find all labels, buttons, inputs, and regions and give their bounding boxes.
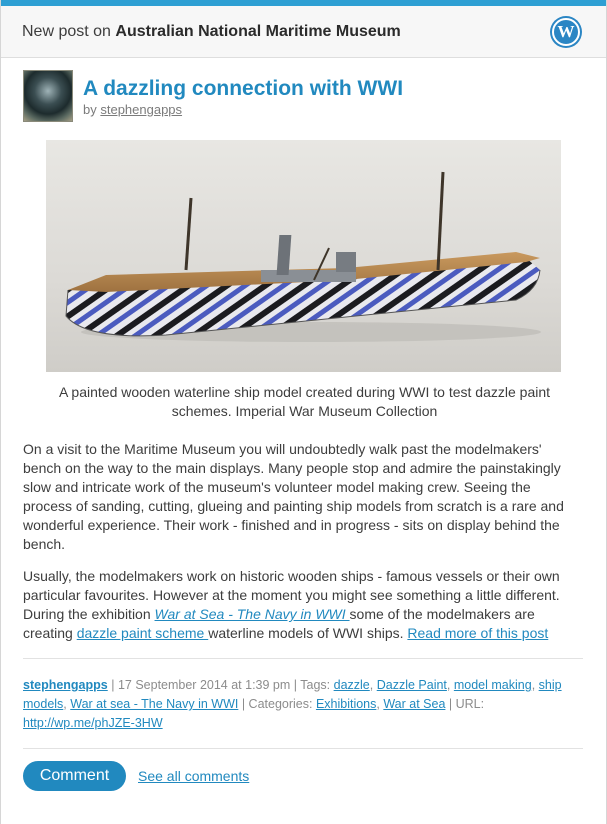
meta-sep-1: |	[107, 678, 118, 692]
site-name[interactable]: Australian National Maritime Museum	[115, 22, 401, 40]
dazzle-paint-scheme-link[interactable]: dazzle paint scheme	[76, 625, 209, 641]
paragraph-2-text-a: Usually, the modelmakers work on historic wooden ships - famous vessels or their own particular favourites. However at the moment you might see something a little different. During the exhibition	[23, 568, 560, 622]
meta-url-label: | URL:	[445, 697, 485, 711]
wordpress-logo-icon[interactable]	[550, 16, 582, 48]
tag-link[interactable]: War at sea - The Navy in WWI	[70, 697, 239, 711]
tag-sep: ,	[531, 678, 539, 692]
tag-link[interactable]: ship models	[23, 678, 562, 711]
post-header	[23, 70, 403, 122]
wordpress-logo-letter: W	[552, 18, 580, 46]
image-caption: A painted wooden waterline ship model created during WWI to test dazzle paint schemes. Imperial War Museum Collection	[58, 384, 551, 419]
read-more-link[interactable]: Read more of this post	[407, 625, 549, 641]
exhibition-link[interactable]: War at Sea - The Navy in WWI	[154, 606, 350, 622]
paragraph-1: On a visit to the Maritime Museum you will undoubtedly walk past the modelmakers' bench on the way to the main displays. Many people stop and admire the painstakingly slow and intricate work of the museum's volunteer model making crew. Seeing the process of sanding, cutting, glueing and painting ship models from scratch is a rare and wonderful experience. Their work - finished and in progress - sits on display behind the bench.	[23, 441, 564, 552]
meta-categories-label: | Categories:	[238, 697, 316, 711]
paragraph-2-text-c: waterline models of WWI ships.	[208, 625, 408, 641]
tag-sep: ,	[446, 678, 454, 692]
category-sep: ,	[376, 697, 384, 711]
header-prefix: New post on	[22, 22, 111, 40]
meta-author-link[interactable]: stephengapps	[23, 678, 108, 692]
meta-date: 17 September 2014 at 1:39 pm	[117, 678, 291, 692]
author-link[interactable]: stephengapps	[100, 102, 183, 117]
see-all-comments-link[interactable]: See all comments	[138, 768, 250, 784]
tag-link[interactable]: model making	[453, 678, 532, 692]
title-block	[83, 70, 403, 122]
comment-button[interactable]: Comment	[23, 761, 126, 791]
post-meta	[23, 676, 583, 733]
short-url-link[interactable]: http://wp.me/phJZE-3HW	[23, 716, 163, 730]
paragraph-2	[23, 567, 583, 643]
ship-model-image[interactable]	[46, 140, 561, 372]
divider-top	[23, 658, 583, 659]
meta-tags-label: | Tags:	[290, 678, 334, 692]
notification-header	[1, 6, 606, 58]
category-link[interactable]: War at Sea	[383, 697, 446, 711]
ship-model-illustration	[46, 140, 561, 372]
by-label: by	[83, 102, 97, 117]
header-text	[22, 23, 401, 41]
tag-link[interactable]: dazzle	[333, 678, 370, 692]
byline	[83, 102, 403, 117]
author-avatar[interactable]	[23, 70, 73, 122]
tag-sep: ,	[369, 678, 377, 692]
post-title[interactable]: A dazzling connection with WWI	[83, 77, 404, 100]
tag-link[interactable]: Dazzle Paint	[376, 678, 447, 692]
divider-bottom	[23, 748, 583, 749]
paragraph-2-text-b: some of the modelmakers are creating	[23, 606, 535, 641]
category-link[interactable]: Exhibitions	[315, 697, 377, 711]
tag-sep: ,	[63, 697, 71, 711]
